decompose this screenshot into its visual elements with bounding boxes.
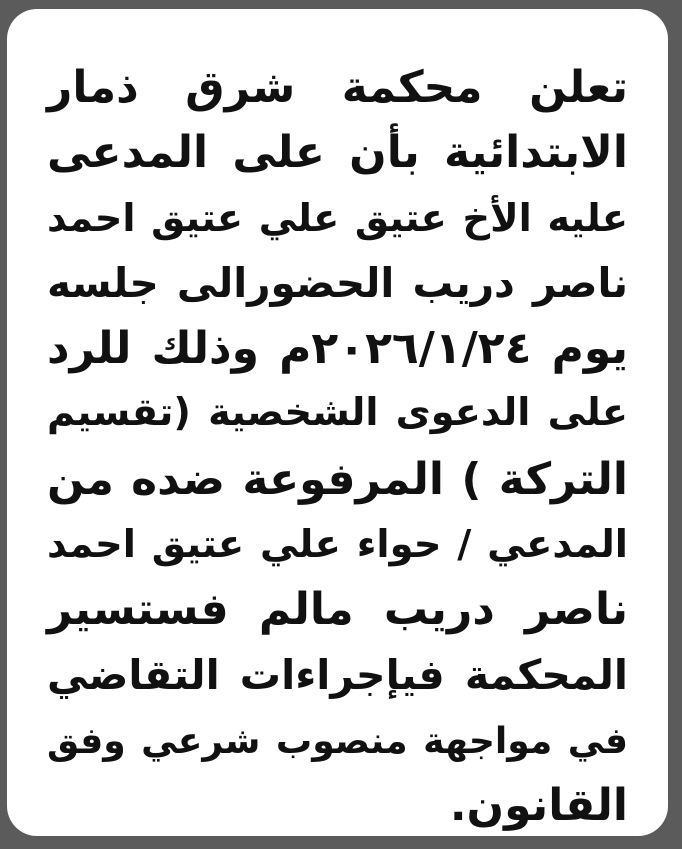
notice-line: في مواجهة منصوب شرعي وفق [47,718,628,762]
notice-panel [7,9,668,836]
notice-line: تعلن محكمة شرق ذمار [47,62,628,113]
notice-line: المدعي / حواء علي عتيق احمد [47,522,628,568]
notice-body [47,55,628,839]
notice-line: الابتدائية بأن على المدعى [47,127,628,179]
notice-line: ناصر دريب مالم فستسير [47,584,628,636]
notice-line: عليه الأخ عتيق علي عتيق احمد [47,195,628,241]
notice-line-last: القانون. [449,780,628,832]
notice-line: المحكمة فيإجراءات التقاضي [47,650,628,699]
notice-line: على الدعوى الشخصية (تقسيم [47,391,628,436]
notice-line: ناصر دريب الحضورالى جلسه [47,258,628,307]
notice-line: التركة ) المرفوعة ضده من [47,453,628,505]
notice-line: يوم ٢٠٢٦/١/٢٤م وذلك للرد [47,323,628,375]
